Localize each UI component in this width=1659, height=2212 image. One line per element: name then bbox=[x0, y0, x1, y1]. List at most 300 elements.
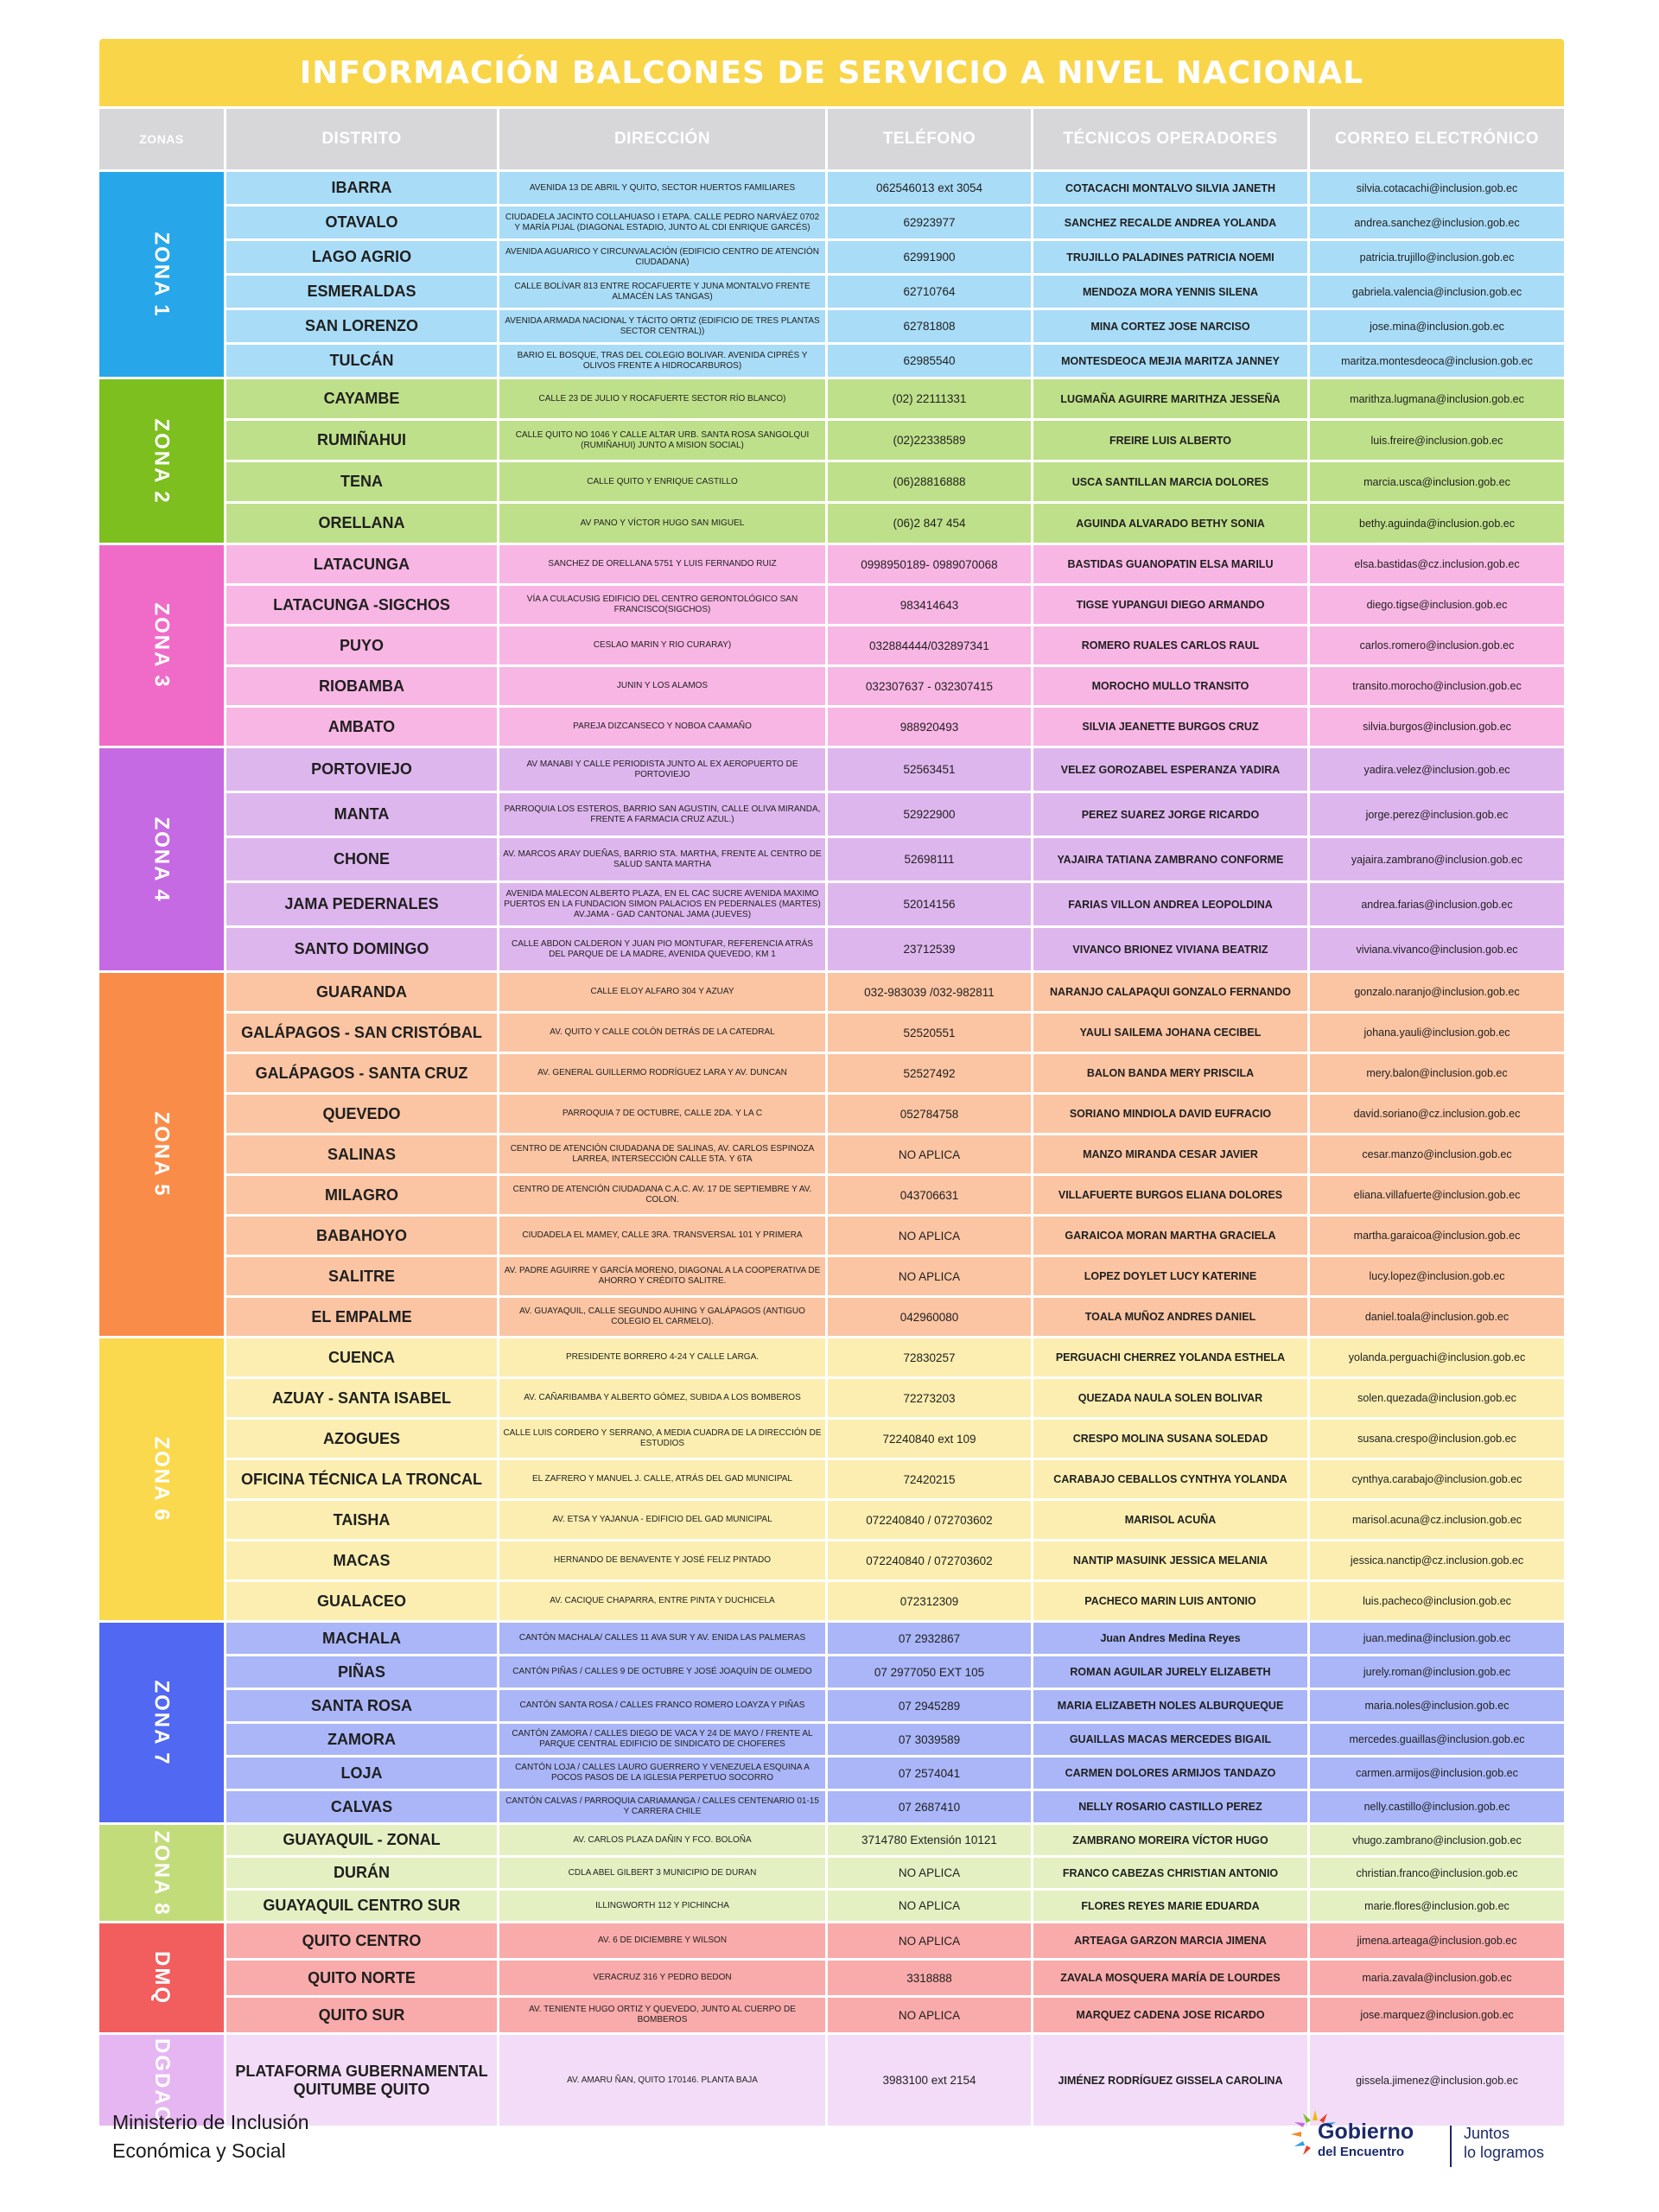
address-cell: SANCHEZ DE ORELLANA 5751 Y LUIS FERNANDO RUIZ bbox=[499, 545, 825, 583]
table-row bbox=[99, 1379, 1564, 1417]
balcones-table bbox=[97, 106, 1567, 2128]
address-cell: CALLE QUITO NO 1046 Y CALLE ALTAR URB. SANTA ROSA SANGOLQUI (RUMIÑAHUI) JUNTO A MISION SOCIAL) bbox=[499, 421, 825, 460]
table-row bbox=[99, 1656, 1564, 1688]
address-cell: AV. 6 DE DICIEMBRE Y WILSON bbox=[499, 1923, 825, 1958]
email-cell[interactable]: marcia.usca@inclusion.gob.ec bbox=[1310, 462, 1564, 501]
address-cell: CALLE LUIS CORDERO Y SERRANO, A MEDIA CUADRA DE LA DIRECCIÓN DE ESTUDIOS bbox=[499, 1420, 825, 1458]
district-cell: EL EMPALME bbox=[226, 1298, 497, 1336]
phone-cell: NO APLICA bbox=[828, 1998, 1031, 2032]
email-cell[interactable]: andrea.farias@inclusion.gob.ec bbox=[1310, 883, 1564, 925]
table-row bbox=[99, 1961, 1564, 1995]
address-cell: CESLAO MARIN Y RIO CURARAY) bbox=[499, 626, 825, 664]
phone-cell: 072312309 bbox=[828, 1582, 1031, 1620]
email-cell[interactable]: eliana.villafuerte@inclusion.gob.ec bbox=[1310, 1176, 1564, 1214]
district-cell: PUYO bbox=[226, 626, 497, 664]
phone-cell: 52563451 bbox=[828, 748, 1031, 791]
technician-cell: MONTESDEOCA MEJIA MARITZA JANNEY bbox=[1033, 345, 1307, 377]
phone-cell: 52014156 bbox=[828, 883, 1031, 925]
phone-cell: 032884444/032897341 bbox=[828, 626, 1031, 664]
table-row bbox=[99, 1825, 1564, 1855]
technician-cell: MINA CORTEZ JOSE NARCISO bbox=[1033, 310, 1307, 342]
table-row bbox=[99, 207, 1564, 238]
address-cell: CIUDADELA EL MAMEY, CALLE 3RA. TRANSVERSAL 101 Y PRIMERA bbox=[499, 1217, 825, 1255]
district-cell: QUITO CENTRO bbox=[226, 1923, 497, 1958]
phone-cell: 07 2945289 bbox=[828, 1690, 1031, 1721]
technician-cell: MOROCHO MULLO TRANSITO bbox=[1033, 667, 1307, 705]
district-cell: LATACUNGA -SIGCHOS bbox=[226, 586, 497, 624]
district-cell: QUITO NORTE bbox=[226, 1961, 497, 1995]
technician-cell: MARISOL ACUÑA bbox=[1033, 1501, 1307, 1539]
district-cell: RUMIÑAHUI bbox=[226, 421, 497, 460]
table-row bbox=[99, 973, 1564, 1011]
phone-cell: 052784758 bbox=[828, 1095, 1031, 1133]
address-cell: AV. CARLOS PLAZA DAÑIN Y FCO. BOLOÑA bbox=[499, 1825, 825, 1855]
address-cell: HERNANDO DE BENAVENTE Y JOSÉ FELIZ PINTADO bbox=[499, 1541, 825, 1580]
phone-cell: 3318888 bbox=[828, 1961, 1031, 1995]
phone-cell: 07 2977050 EXT 105 bbox=[828, 1656, 1031, 1688]
logo-tagline bbox=[1464, 2124, 1544, 2162]
technician-cell: TIGSE YUPANGUI DIEGO ARMANDO bbox=[1033, 586, 1307, 624]
header-zonas: ZONAS bbox=[99, 109, 224, 169]
district-cell: TAISHA bbox=[226, 1501, 497, 1539]
logo-divider bbox=[1450, 2126, 1452, 2167]
tagline-line-1: Juntos bbox=[1464, 2125, 1510, 2142]
address-cell: PARROQUIA 7 DE OCTUBRE, CALLE 2DA. Y LA C bbox=[499, 1095, 825, 1133]
table-row bbox=[99, 504, 1564, 543]
email-cell[interactable]: johana.yauli@inclusion.gob.ec bbox=[1310, 1014, 1564, 1052]
technician-cell: VILLAFUERTE BURGOS ELIANA DOLORES bbox=[1033, 1176, 1307, 1214]
phone-cell: 07 2687410 bbox=[828, 1791, 1031, 1822]
address-cell: PAREJA DIZCANSECO Y NOBOA CAAMAÑO bbox=[499, 708, 825, 746]
technician-cell: MENDOZA MORA YENNIS SILENA bbox=[1033, 276, 1307, 308]
email-cell[interactable]: nelly.castillo@inclusion.gob.ec bbox=[1310, 1791, 1564, 1822]
email-cell[interactable]: christian.franco@inclusion.gob.ec bbox=[1310, 1858, 1564, 1888]
table-row bbox=[99, 626, 1564, 664]
header-direccion: DIRECCIÓN bbox=[499, 109, 825, 169]
table-row bbox=[99, 345, 1564, 377]
phone-cell: NO APLICA bbox=[828, 1858, 1031, 1888]
zone-label: ZONA 1 bbox=[150, 231, 174, 318]
district-cell: GUARANDA bbox=[226, 973, 497, 1011]
district-cell: CAYAMBE bbox=[226, 379, 497, 418]
address-cell: CENTRO DE ATENCIÓN CIUDADANA C.A.C. AV. 17 DE SEPTIEMBRE Y AV. COLON. bbox=[499, 1176, 825, 1214]
district-cell: CHONE bbox=[226, 838, 497, 880]
table-row bbox=[99, 1541, 1564, 1580]
address-cell: AV. PADRE AGUIRRE Y GARCÍA MORENO, DIAGONAL A LA COOPERATIVA DE AHORRO Y CRÉDITO SALITRE. bbox=[499, 1257, 825, 1295]
zone-label-cell bbox=[99, 1923, 224, 2032]
table-row bbox=[99, 838, 1564, 880]
address-cell: CALLE 23 DE JULIO Y ROCAFUERTE SECTOR RÍO BLANCO) bbox=[499, 379, 825, 418]
email-cell[interactable]: carmen.armijos@inclusion.gob.ec bbox=[1310, 1758, 1564, 1789]
address-cell: BARIO EL BOSQUE, TRAS DEL COLEGIO BOLIVAR. AVENIDA CIPRÉS Y OLIVOS FRENTE A HIDROCARBUROS) bbox=[499, 345, 825, 377]
phone-cell: NO APLICA bbox=[828, 1257, 1031, 1295]
phone-cell: 62985540 bbox=[828, 345, 1031, 377]
address-cell: AV. AMARU ÑAN, QUITO 170146. PLANTA BAJA bbox=[499, 2035, 825, 2126]
email-cell[interactable]: silvia.burgos@inclusion.gob.ec bbox=[1310, 708, 1564, 746]
email-cell[interactable]: jose.mina@inclusion.gob.ec bbox=[1310, 310, 1564, 342]
address-cell: AVENIDA AGUARICO Y CIRCUNVALACIÓN (EDIFICIO CENTRO DE ATENCIÓN CIUDADANA) bbox=[499, 241, 825, 273]
address-cell: CANTÓN LOJA / CALLES LAURO GUERRERO Y VENEZUELA ESQUINA A POCOS PASOS DE LA IGLESIA PERPETUO SOCORRO bbox=[499, 1758, 825, 1789]
district-cell: MANTA bbox=[226, 793, 497, 836]
table-row bbox=[99, 1217, 1564, 1255]
zone-label-cell bbox=[99, 1623, 224, 1822]
technician-cell: VIVANCO BRIONEZ VIVIANA BEATRIZ bbox=[1033, 928, 1307, 970]
email-cell[interactable]: mercedes.guaillas@inclusion.gob.ec bbox=[1310, 1724, 1564, 1755]
header-distrito: DISTRITO bbox=[226, 109, 497, 169]
address-cell: JUNIN Y LOS ALAMOS bbox=[499, 667, 825, 705]
table-row bbox=[99, 1298, 1564, 1336]
email-cell[interactable]: gonzalo.naranjo@inclusion.gob.ec bbox=[1310, 973, 1564, 1011]
address-cell: CANTÓN SANTA ROSA / CALLES FRANCO ROMERO LOAYZA Y PIÑAS bbox=[499, 1690, 825, 1721]
zone-label-cell bbox=[99, 748, 224, 970]
technician-cell: COTACACHI MONTALVO SILVIA JANETH bbox=[1033, 172, 1307, 204]
district-cell: OFICINA TÉCNICA LA TRONCAL bbox=[226, 1460, 497, 1498]
phone-cell: 3983100 ext 2154 bbox=[828, 2035, 1031, 2126]
technician-cell: SILVIA JEANETTE BURGOS CRUZ bbox=[1033, 708, 1307, 746]
district-cell: SALITRE bbox=[226, 1257, 497, 1295]
table-row bbox=[99, 276, 1564, 308]
district-cell: ESMERALDAS bbox=[226, 276, 497, 308]
address-cell: EL ZAFRERO Y MANUEL J. CALLE, ATRÁS DEL GAD MUNICIPAL bbox=[499, 1460, 825, 1498]
address-cell: VERACRUZ 316 Y PEDRO BEDON bbox=[499, 1961, 825, 1995]
address-cell: AV. GENERAL GUILLERMO RODRÍGUEZ LARA Y AV. DUNCAN bbox=[499, 1054, 825, 1092]
technician-cell: MARQUEZ CADENA JOSE RICARDO bbox=[1033, 1998, 1307, 2032]
district-cell: ZAMORA bbox=[226, 1724, 497, 1755]
zone-label-cell bbox=[99, 973, 224, 1336]
technician-cell: SORIANO MINDIOLA DAVID EUFRACIO bbox=[1033, 1095, 1307, 1133]
technician-cell: SANCHEZ RECALDE ANDREA YOLANDA bbox=[1033, 207, 1307, 238]
phone-cell: 72830257 bbox=[828, 1338, 1031, 1376]
phone-cell: 042960080 bbox=[828, 1298, 1031, 1336]
address-cell: AV. ETSA Y YAJANUA - EDIFICIO DEL GAD MUNICIPAL bbox=[499, 1501, 825, 1539]
table-row bbox=[99, 421, 1564, 460]
email-cell[interactable]: carlos.romero@inclusion.gob.ec bbox=[1310, 626, 1564, 664]
email-cell[interactable]: yajaira.zambrano@inclusion.gob.ec bbox=[1310, 838, 1564, 880]
page-title: INFORMACIÓN BALCONES DE SERVICIO A NIVEL NACIONAL bbox=[99, 39, 1564, 106]
address-cell: CANTÓN MACHALA/ CALLES 11 AVA SUR Y AV. ENIDA LAS PALMERAS bbox=[499, 1623, 825, 1654]
email-cell[interactable]: david.soriano@cz.inclusion.gob.ec bbox=[1310, 1095, 1564, 1133]
email-cell[interactable]: jorge.perez@inclusion.gob.ec bbox=[1310, 793, 1564, 836]
table-row bbox=[99, 793, 1564, 836]
address-cell: CALLE QUITO Y ENRIQUE CASTILLO bbox=[499, 462, 825, 501]
email-cell[interactable]: jimena.arteaga@inclusion.gob.ec bbox=[1310, 1923, 1564, 1958]
district-cell: JAMA PEDERNALES bbox=[226, 883, 497, 925]
email-cell[interactable]: marie.flores@inclusion.gob.ec bbox=[1310, 1891, 1564, 1921]
phone-cell: (02) 22111331 bbox=[828, 379, 1031, 418]
table-row bbox=[99, 1690, 1564, 1721]
technician-cell: BALON BANDA MERY PRISCILA bbox=[1033, 1054, 1307, 1092]
technician-cell: CARMEN DOLORES ARMIJOS TANDAZO bbox=[1033, 1758, 1307, 1789]
email-cell[interactable]: cesar.manzo@inclusion.gob.ec bbox=[1310, 1135, 1564, 1173]
phone-cell: NO APLICA bbox=[828, 1923, 1031, 1958]
phone-cell: 062546013 ext 3054 bbox=[828, 172, 1031, 204]
address-cell: AV. QUITO Y CALLE COLÓN DETRÁS DE LA CATEDRAL bbox=[499, 1014, 825, 1052]
address-cell: AV. MARCOS ARAY DUEÑAS, BARRIO STA. MARTHA, FRENTE AL CENTRO DE SALUD SANTA MARTHA bbox=[499, 838, 825, 880]
technician-cell: PACHECO MARIN LUIS ANTONIO bbox=[1033, 1582, 1307, 1620]
technician-cell: GARAICOA MORAN MARTHA GRACIELA bbox=[1033, 1217, 1307, 1255]
phone-cell: 62781808 bbox=[828, 310, 1031, 342]
email-cell[interactable]: andrea.sanchez@inclusion.gob.ec bbox=[1310, 207, 1564, 238]
district-cell: SANTA ROSA bbox=[226, 1690, 497, 1721]
table-row bbox=[99, 1338, 1564, 1376]
zone-label: ZONA 8 bbox=[150, 1829, 174, 1916]
table-row bbox=[99, 172, 1564, 204]
address-cell: VÍA A CULACUSIG EDIFICIO DEL CENTRO GERONTOLÓGICO SAN FRANCISCO(SIGCHOS) bbox=[499, 586, 825, 624]
table-row bbox=[99, 1623, 1564, 1654]
address-cell: ILLINGWORTH 112 Y PICHINCHA bbox=[499, 1891, 825, 1921]
technician-cell: YAJAIRA TATIANA ZAMBRANO CONFORME bbox=[1033, 838, 1307, 880]
district-cell: GUAYAQUIL - ZONAL bbox=[226, 1825, 497, 1855]
phone-cell: 07 2574041 bbox=[828, 1758, 1031, 1789]
district-cell: SAN LORENZO bbox=[226, 310, 497, 342]
technician-cell: ZAMBRANO MOREIRA VÍCTOR HUGO bbox=[1033, 1825, 1307, 1855]
email-cell[interactable]: elsa.bastidas@cz.inclusion.gob.ec bbox=[1310, 545, 1564, 583]
district-cell: AZOGUES bbox=[226, 1420, 497, 1458]
technician-cell: BASTIDAS GUANOPATIN ELSA MARILU bbox=[1033, 545, 1307, 583]
address-cell: AV. CACIQUE CHAPARRA, ENTRE PINTA Y DUCHICELA bbox=[499, 1582, 825, 1620]
email-cell[interactable]: cynthya.carabajo@inclusion.gob.ec bbox=[1310, 1460, 1564, 1498]
table-row bbox=[99, 1460, 1564, 1498]
email-cell[interactable]: bethy.aguinda@inclusion.gob.ec bbox=[1310, 504, 1564, 543]
technician-cell: FLORES REYES MARIE EDUARDA bbox=[1033, 1891, 1307, 1921]
email-cell[interactable]: diego.tigse@inclusion.gob.ec bbox=[1310, 586, 1564, 624]
table-row bbox=[99, 462, 1564, 501]
district-cell: TULCÁN bbox=[226, 345, 497, 377]
address-cell: CALLE ELOY ALFARO 304 Y AZUAY bbox=[499, 973, 825, 1011]
email-cell[interactable]: lucy.lopez@inclusion.gob.ec bbox=[1310, 1257, 1564, 1295]
technician-cell: CRESPO MOLINA SUSANA SOLEDAD bbox=[1033, 1420, 1307, 1458]
technician-cell: PERGUACHI CHERREZ YOLANDA ESTHELA bbox=[1033, 1338, 1307, 1376]
district-cell: GUALACEO bbox=[226, 1582, 497, 1620]
technician-cell: CARABAJO CEBALLOS CYNTHYA YOLANDA bbox=[1033, 1460, 1307, 1498]
table-row bbox=[99, 1858, 1564, 1888]
zone-label-cell bbox=[99, 172, 224, 377]
technician-cell: Juan Andres Medina Reyes bbox=[1033, 1623, 1307, 1654]
technician-cell: ROMERO RUALES CARLOS RAUL bbox=[1033, 626, 1307, 664]
technician-cell: AGUINDA ALVARADO BETHY SONIA bbox=[1033, 504, 1307, 543]
phone-cell: 72273203 bbox=[828, 1379, 1031, 1417]
email-cell[interactable]: jurely.roman@inclusion.gob.ec bbox=[1310, 1656, 1564, 1688]
phone-cell: NO APLICA bbox=[828, 1217, 1031, 1255]
header-correo: CORREO ELECTRÓNICO bbox=[1310, 109, 1564, 169]
zone-label: ZONA 7 bbox=[150, 1679, 174, 1766]
address-cell: AV. GUAYAQUIL, CALLE SEGUNDO AUHING Y GALÁPAGOS (ANTIGUO COLEGIO EL CARMELO). bbox=[499, 1298, 825, 1336]
district-cell: LATACUNGA bbox=[226, 545, 497, 583]
table-row bbox=[99, 1758, 1564, 1789]
email-cell[interactable]: susana.crespo@inclusion.gob.ec bbox=[1310, 1420, 1564, 1458]
technician-cell: NELLY ROSARIO CASTILLO PEREZ bbox=[1033, 1791, 1307, 1822]
phone-cell: 52520551 bbox=[828, 1014, 1031, 1052]
technician-cell: TOALA MUÑOZ ANDRES DANIEL bbox=[1033, 1298, 1307, 1336]
zone-label-cell bbox=[99, 545, 224, 746]
ministry-name bbox=[112, 2108, 309, 2165]
table-row bbox=[99, 1891, 1564, 1921]
table-row bbox=[99, 1923, 1564, 1958]
technician-cell: QUEZADA NAULA SOLEN BOLIVAR bbox=[1033, 1379, 1307, 1417]
address-cell: AVENIDA MALECON ALBERTO PLAZA, EN EL CAC SUCRE AVENIDA MAXIMO PUERTOS EN LA FUNDACION SIMON PALACIOS EN PEDERNALES (MARTES) AV.JAMA - GAD CANTONAL JAMA (JUEVES) bbox=[499, 883, 825, 925]
email-cell[interactable]: daniel.toala@inclusion.gob.ec bbox=[1310, 1298, 1564, 1336]
table-header-row bbox=[99, 109, 1564, 169]
technician-cell: MANZO MIRANDA CESAR JAVIER bbox=[1033, 1135, 1307, 1173]
district-cell: MACAS bbox=[226, 1541, 497, 1580]
table-row bbox=[99, 1582, 1564, 1620]
email-cell[interactable]: maritza.montesdeoca@inclusion.gob.ec bbox=[1310, 345, 1564, 377]
district-cell: AMBATO bbox=[226, 708, 497, 746]
email-cell[interactable]: jose.marquez@inclusion.gob.ec bbox=[1310, 1998, 1564, 2032]
technician-cell: JIMÉNEZ RODRÍGUEZ GISSELA CAROLINA bbox=[1033, 2035, 1307, 2126]
district-cell: CUENCA bbox=[226, 1338, 497, 1376]
phone-cell: 043706631 bbox=[828, 1176, 1031, 1214]
table-row bbox=[99, 1501, 1564, 1539]
table-row bbox=[99, 545, 1564, 583]
district-cell: GALÁPAGOS - SAN CRISTÓBAL bbox=[226, 1014, 497, 1052]
zone-label: DMQ bbox=[150, 1951, 174, 2005]
phone-cell: (06)2 847 454 bbox=[828, 504, 1031, 543]
address-cell: CALLE BOLÍVAR 813 ENTRE ROCAFUERTE Y JUNA MONTALVO FRENTE ALMACÉN LAS TANGAS) bbox=[499, 276, 825, 308]
district-cell: PORTOVIEJO bbox=[226, 748, 497, 791]
technician-cell: FREIRE LUIS ALBERTO bbox=[1033, 421, 1307, 460]
email-cell[interactable]: jessica.nanctip@cz.inclusion.gob.ec bbox=[1310, 1541, 1564, 1580]
technician-cell: LUGMAÑA AGUIRRE MARITHZA JESSEÑA bbox=[1033, 379, 1307, 418]
district-cell: CALVAS bbox=[226, 1791, 497, 1822]
phone-cell: NO APLICA bbox=[828, 1891, 1031, 1921]
technician-cell: GUAILLAS MACAS MERCEDES BIGAIL bbox=[1033, 1724, 1307, 1755]
table-row bbox=[99, 241, 1564, 273]
phone-cell: 988920493 bbox=[828, 708, 1031, 746]
logo-name: Gobierno bbox=[1318, 2120, 1414, 2144]
address-cell: AVENIDA ARMADA NACIONAL Y TÁCITO ORTIZ (EDIFICIO DE TRES PLANTAS SECTOR CENTRAL)) bbox=[499, 310, 825, 342]
address-cell: CANTÓN CALVAS / PARROQUIA CARIAMANGA / CALLES CENTENARIO 01-15 Y CARRERA CHILE bbox=[499, 1791, 825, 1822]
district-cell: TENA bbox=[226, 462, 497, 501]
address-cell: PRESIDENTE BORRERO 4-24 Y CALLE LARGA. bbox=[499, 1338, 825, 1376]
address-cell: CANTÓN ZAMORA / CALLES DIEGO DE VACA Y 24 DE MAYO / FRENTE AL PARQUE CENTRAL EDIFICIO DE SINDICATO DE CHOFERES bbox=[499, 1724, 825, 1755]
phone-cell: 62991900 bbox=[828, 241, 1031, 273]
technician-cell: ROMAN AGUILAR JURELY ELIZABETH bbox=[1033, 1656, 1307, 1688]
district-cell: ORELLANA bbox=[226, 504, 497, 543]
email-cell[interactable]: marithza.lugmana@inclusion.gob.ec bbox=[1310, 379, 1564, 418]
ministry-line-1: Ministerio de Inclusión bbox=[112, 2111, 309, 2133]
technician-cell: NANTIP MASUINK JESSICA MELANIA bbox=[1033, 1541, 1307, 1580]
phone-cell: 52527492 bbox=[828, 1054, 1031, 1092]
table-row bbox=[99, 1791, 1564, 1822]
address-cell: CENTRO DE ATENCIÓN CIUDADANA DE SALINAS, AV. CARLOS ESPINOZA LARREA, INTERSECCIÓN CALLE 5TA. Y 6TA bbox=[499, 1135, 825, 1173]
phone-cell: 62923977 bbox=[828, 207, 1031, 238]
technician-cell: NARANJO CALAPAQUI GONZALO FERNANDO bbox=[1033, 973, 1307, 1011]
phone-cell: 07 3039589 bbox=[828, 1724, 1031, 1755]
technician-cell: ZAVALA MOSQUERA MARÍA DE LOURDES bbox=[1033, 1961, 1307, 1995]
email-cell[interactable]: mery.balon@inclusion.gob.ec bbox=[1310, 1054, 1564, 1092]
email-cell[interactable]: juan.medina@inclusion.gob.ec bbox=[1310, 1623, 1564, 1654]
phone-cell: (02)22338589 bbox=[828, 421, 1031, 460]
district-cell: QUEVEDO bbox=[226, 1095, 497, 1133]
table-row bbox=[99, 708, 1564, 746]
zone-label: ZONA 3 bbox=[150, 602, 174, 689]
zone-label: ZONA 5 bbox=[150, 1111, 174, 1198]
logo-wordmark bbox=[1318, 2121, 1414, 2163]
phone-cell: 032307637 - 032307415 bbox=[828, 667, 1031, 705]
email-cell[interactable]: viviana.vivanco@inclusion.gob.ec bbox=[1310, 928, 1564, 970]
email-cell[interactable]: martha.garaicoa@inclusion.gob.ec bbox=[1310, 1217, 1564, 1255]
phone-cell: 23712539 bbox=[828, 928, 1031, 970]
email-cell[interactable]: maria.noles@inclusion.gob.ec bbox=[1310, 1690, 1564, 1721]
zone-label: DGDAC bbox=[150, 2037, 174, 2123]
district-cell: LAGO AGRIO bbox=[226, 241, 497, 273]
phone-cell: 52698111 bbox=[828, 838, 1031, 880]
zone-label-cell bbox=[99, 379, 224, 543]
table-row bbox=[99, 1054, 1564, 1092]
info-sheet bbox=[99, 39, 1564, 2128]
table-row bbox=[99, 1176, 1564, 1214]
phone-cell: 0998950189- 0989070068 bbox=[828, 545, 1031, 583]
district-cell: IBARRA bbox=[226, 172, 497, 204]
technician-cell: FARIAS VILLON ANDREA LEOPOLDINA bbox=[1033, 883, 1307, 925]
district-cell: GALÁPAGOS - SANTA CRUZ bbox=[226, 1054, 497, 1092]
email-cell[interactable]: yolanda.perguachi@inclusion.gob.ec bbox=[1310, 1338, 1564, 1376]
table-row bbox=[99, 1014, 1564, 1052]
email-cell[interactable]: transito.morocho@inclusion.gob.ec bbox=[1310, 667, 1564, 705]
district-cell: MACHALA bbox=[226, 1623, 497, 1654]
address-cell: CIUDADELA JACINTO COLLAHUASO I ETAPA. CALLE PEDRO NARVÁEZ 0702 Y MARÍA PIJAL (DIAGONAL ESTADIO, JUNTO AL CDI ENRIQUE GARCÉS) bbox=[499, 207, 825, 238]
district-cell: PIÑAS bbox=[226, 1656, 497, 1688]
email-cell[interactable]: patricia.trujillo@inclusion.gob.ec bbox=[1310, 241, 1564, 273]
email-cell[interactable]: gabriela.valencia@inclusion.gob.ec bbox=[1310, 276, 1564, 308]
table-row bbox=[99, 883, 1564, 925]
email-cell[interactable]: vhugo.zambrano@inclusion.gob.ec bbox=[1310, 1825, 1564, 1855]
district-cell: GUAYAQUIL CENTRO SUR bbox=[226, 1891, 497, 1921]
phone-cell: NO APLICA bbox=[828, 1135, 1031, 1173]
table-row bbox=[99, 310, 1564, 342]
email-cell[interactable]: luis.pacheco@inclusion.gob.ec bbox=[1310, 1582, 1564, 1620]
phone-cell: (06)28816888 bbox=[828, 462, 1031, 501]
table-row bbox=[99, 1257, 1564, 1295]
district-cell: SANTO DOMINGO bbox=[226, 928, 497, 970]
technician-cell: USCA SANTILLAN MARCIA DOLORES bbox=[1033, 462, 1307, 501]
district-cell: MILAGRO bbox=[226, 1176, 497, 1214]
email-cell[interactable]: maria.zavala@inclusion.gob.ec bbox=[1310, 1961, 1564, 1995]
district-cell: AZUAY - SANTA ISABEL bbox=[226, 1379, 497, 1417]
district-cell: OTAVALO bbox=[226, 207, 497, 238]
table-row bbox=[99, 379, 1564, 418]
email-cell[interactable]: silvia.cotacachi@inclusion.gob.ec bbox=[1310, 172, 1564, 204]
address-cell: PARROQUIA LOS ESTEROS, BARRIO SAN AGUSTIN, CALLE OLIVA MIRANDA, FRENTE A FARMACIA CRUZ AZUL.) bbox=[499, 793, 825, 836]
technician-cell: PEREZ SUAREZ JORGE RICARDO bbox=[1033, 793, 1307, 836]
address-cell: AV MANABI Y CALLE PERIODISTA JUNTO AL EX AEROPUERTO DE PORTOVIEJO bbox=[499, 748, 825, 791]
zone-label-cell bbox=[99, 1825, 224, 1921]
email-cell[interactable]: solen.quezada@inclusion.gob.ec bbox=[1310, 1379, 1564, 1417]
address-cell: CANTÓN PIÑAS / CALLES 9 DE OCTUBRE Y JOSÉ JOAQUÍN DE OLMEDO bbox=[499, 1656, 825, 1688]
phone-cell: 72420215 bbox=[828, 1460, 1031, 1498]
email-cell[interactable]: luis.freire@inclusion.gob.ec bbox=[1310, 421, 1564, 460]
table-row bbox=[99, 1420, 1564, 1458]
address-cell: AV. TENIENTE HUGO ORTIZ Y QUEVEDO, JUNTO AL CUERPO DE BOMBEROS bbox=[499, 1998, 825, 2032]
address-cell: AV. CAÑARIBAMBA Y ALBERTO GÓMEZ, SUBIDA A LOS BOMBEROS bbox=[499, 1379, 825, 1417]
email-cell[interactable]: gissela.jimenez@inclusion.gob.ec bbox=[1310, 2035, 1564, 2126]
district-cell: PLATAFORMA GUBERNAMENTAL QUITUMBE QUITO bbox=[226, 2035, 497, 2126]
technician-cell: TRUJILLO PALADINES PATRICIA NOEMI bbox=[1033, 241, 1307, 273]
email-cell[interactable]: yadira.velez@inclusion.gob.ec bbox=[1310, 748, 1564, 791]
table-row bbox=[99, 1724, 1564, 1755]
district-cell: DURÁN bbox=[226, 1858, 497, 1888]
table-row bbox=[99, 1998, 1564, 2032]
header-telefono: TELÉFONO bbox=[828, 109, 1031, 169]
district-cell: BABAHOYO bbox=[226, 1217, 497, 1255]
tagline-line-2: lo logramos bbox=[1464, 2144, 1545, 2161]
email-cell[interactable]: marisol.acuna@cz.inclusion.gob.ec bbox=[1310, 1501, 1564, 1539]
table-row bbox=[99, 667, 1564, 705]
phone-cell: 52922900 bbox=[828, 793, 1031, 836]
district-cell: QUITO SUR bbox=[226, 1998, 497, 2032]
zone-label: ZONA 2 bbox=[150, 417, 174, 505]
